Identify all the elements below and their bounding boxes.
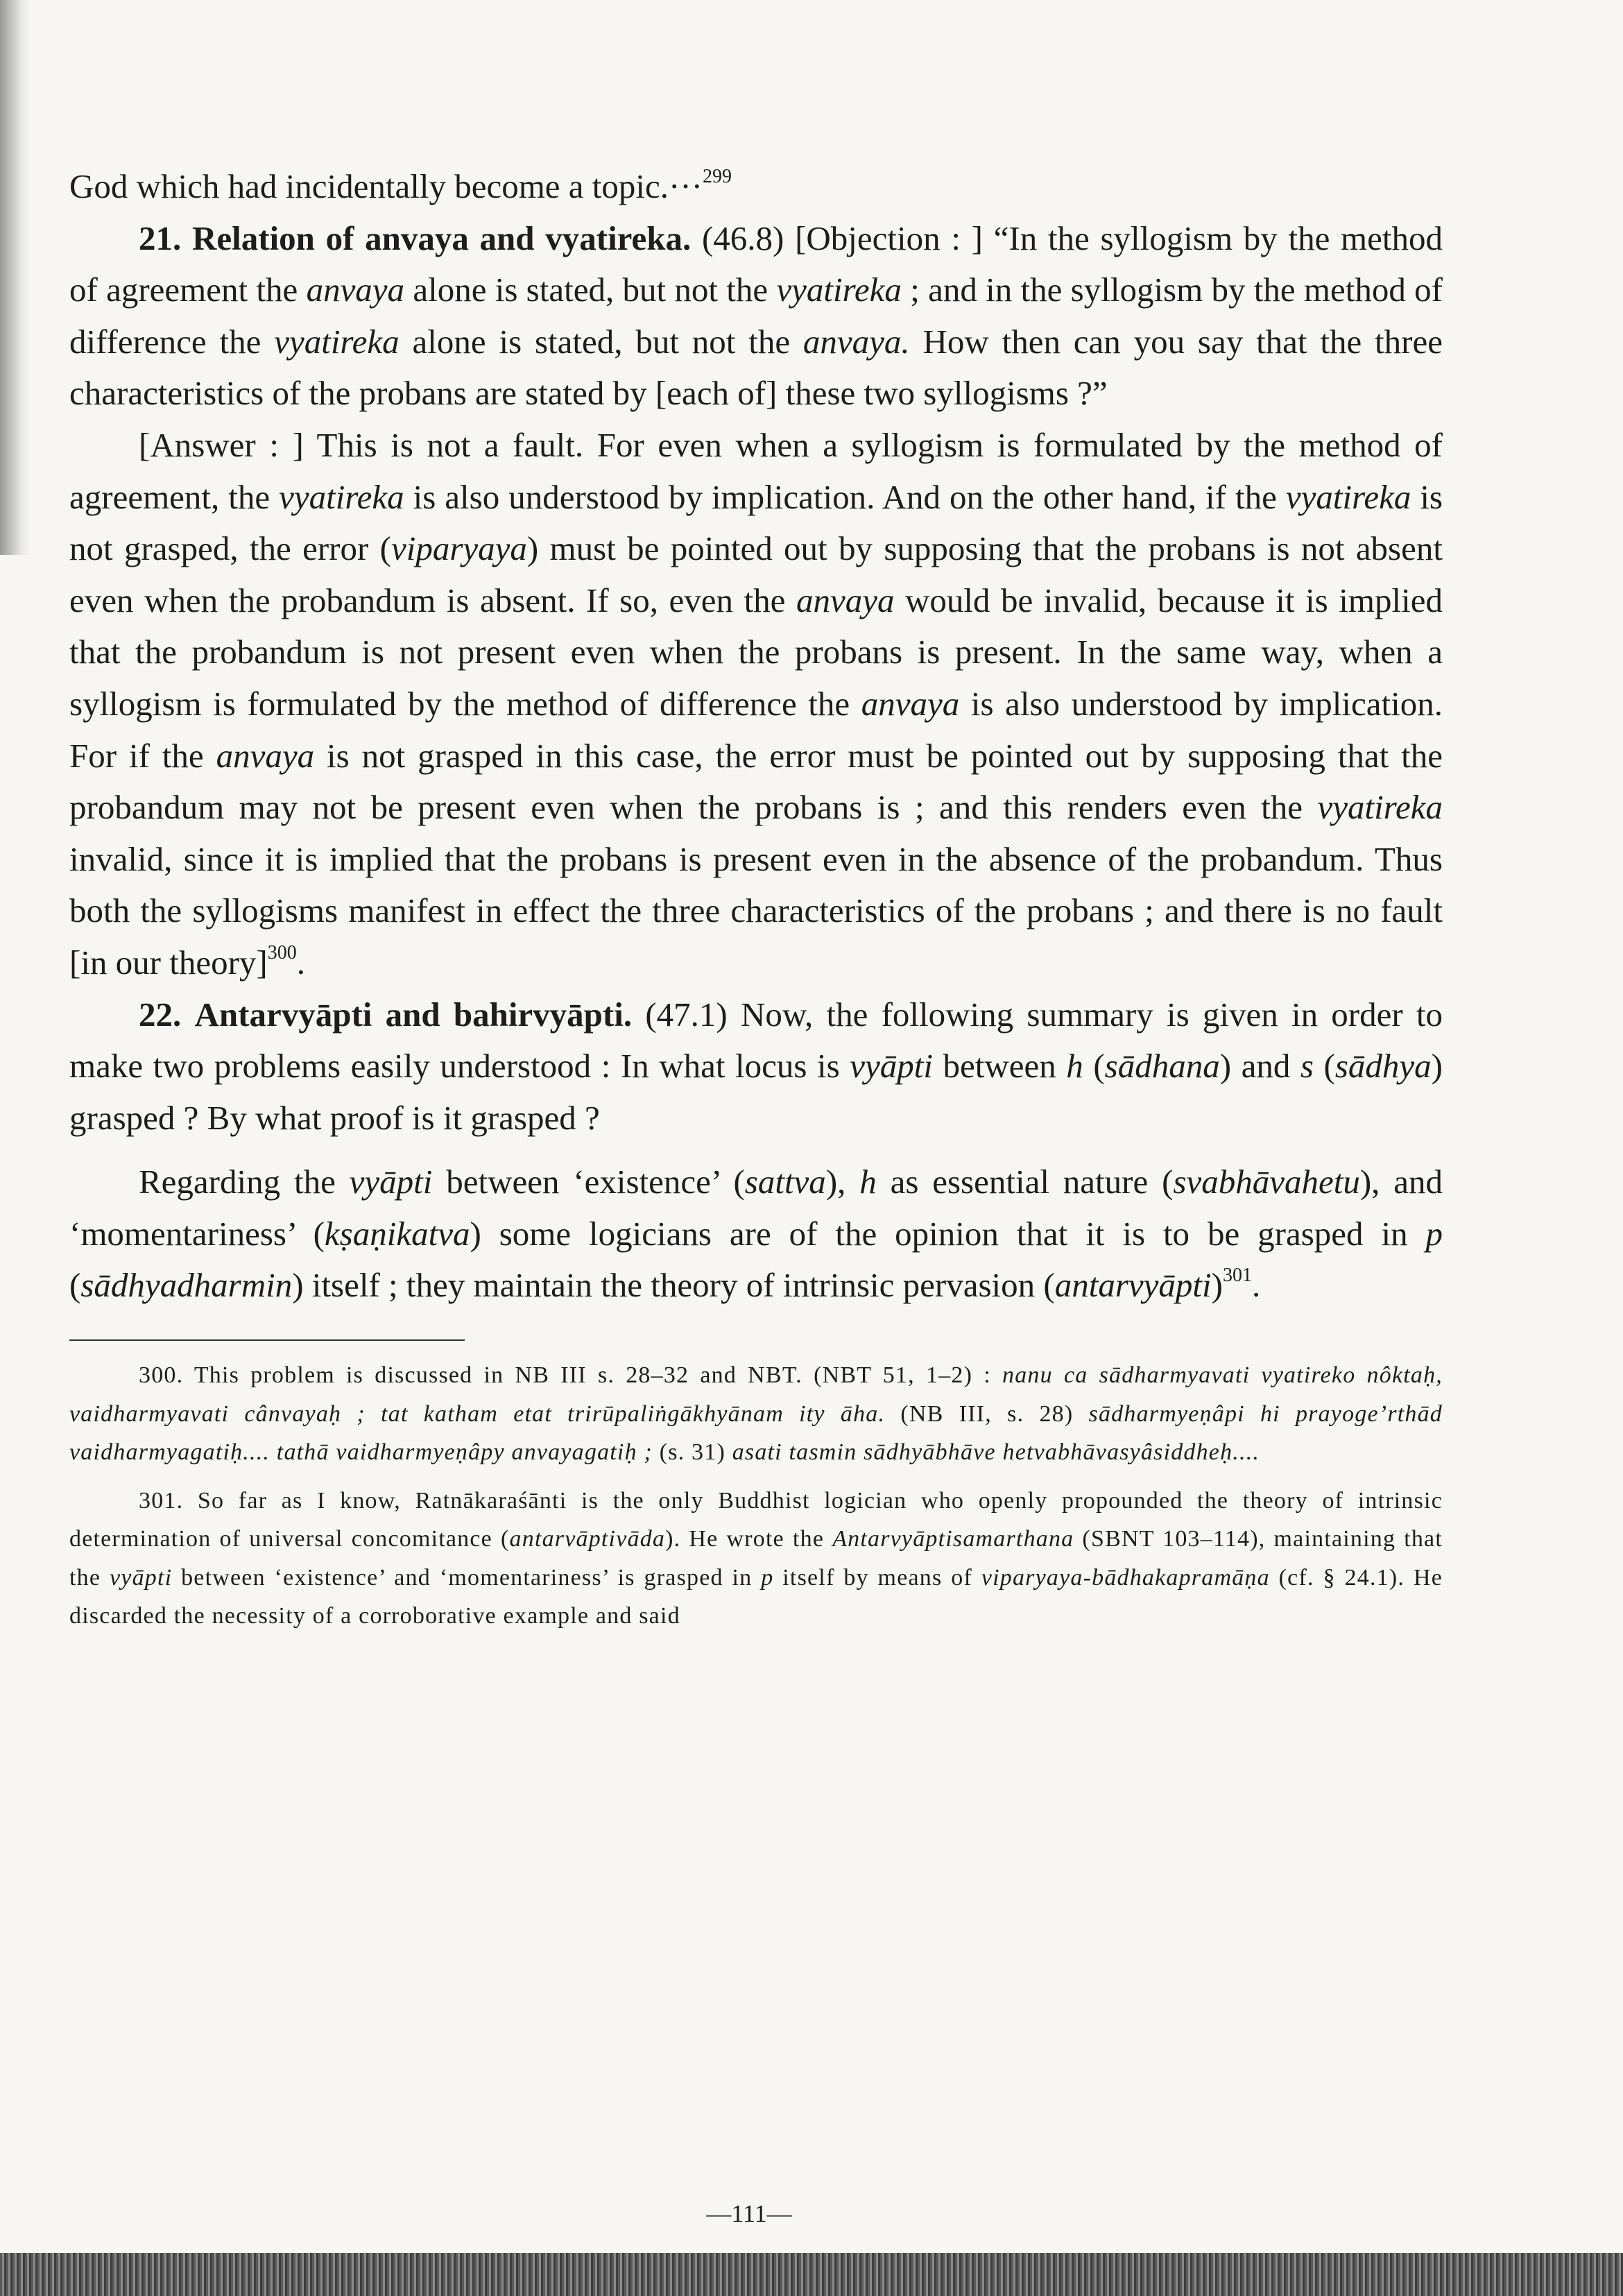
text-run: ) — [1211, 1266, 1223, 1305]
italic-term: nanu ca sādharmyavati vyatireko nôktaḥ, vaidharmyavati cânvayaḥ ; tat katham etat trirūpaliṅgākhyānam ity āha. — [69, 1362, 1443, 1427]
italic-term: anvaya — [306, 271, 405, 309]
text-run: ) grasped ? By what proof is it grasped ? — [69, 1047, 1443, 1137]
text-run: would be invalid, because it is implied that the probandum is not present even when the probans is present. In the same way, when a syllogism is formulated by the method of difference the — [69, 581, 1443, 723]
text-run — [181, 995, 194, 1034]
italic-term: asati tasmin sādhyābhāve hetvabhāvasyâsiddheḥ.... — [732, 1439, 1260, 1466]
answer-paragraph — [69, 420, 1443, 989]
italic-term: vyatireka — [279, 477, 404, 516]
text-run: 301. So far as I know, Ratnākaraśānti is the only Buddhist logician who openly propounded the theory of intrinsic determination of universal concomitance ( — [69, 1487, 1443, 1552]
italic-term: sādhyadharmin — [80, 1266, 293, 1305]
italic-term: vyatireka — [274, 322, 400, 361]
italic-term: vyatireka — [1317, 788, 1443, 827]
italic-term: anvaya — [861, 684, 960, 723]
text-run: ), — [825, 1163, 860, 1201]
text-run: is also understood by implication. For if the — [69, 684, 1443, 775]
section-21-relation-of-anvaya — [69, 213, 1443, 420]
italic-term: anvaya. — [802, 322, 910, 361]
italic-term: vyāpti — [109, 1564, 173, 1591]
text-run: How then can you say that the three characteristics of the probans are stated by [each of] these two syllogisms ?” — [69, 322, 1443, 413]
scan-edge-shadow — [0, 0, 31, 555]
italic-term: viparyaya — [390, 529, 527, 568]
footnote-ref: 299 — [702, 166, 732, 187]
text-run: between ‘existence’ ( — [432, 1163, 745, 1201]
italic-term: vyatireka — [776, 271, 902, 309]
footnote-300 — [69, 1356, 1443, 1472]
text-run: (SBNT 103–114), maintaining that the — [69, 1526, 1443, 1591]
text-run: itself by means of — [773, 1564, 981, 1591]
italic-term: sattva — [744, 1163, 826, 1201]
italic-term: vyatireka — [1285, 477, 1411, 516]
italic-term: Antarvyāptisamarthana — [832, 1526, 1074, 1552]
page-number: —111— — [706, 2200, 792, 2227]
text-run: God which had incidentally become a topic.··· — [69, 167, 703, 205]
italic-term: kṣaṇikatva — [324, 1214, 470, 1253]
text-run: ( — [1313, 1047, 1335, 1086]
text-run: ), and ‘momentariness’ ( — [69, 1163, 1443, 1253]
italic-term: vyāpti — [349, 1163, 433, 1201]
text-run: invalid, since it is implied that the probans is present even in the absence of the probandum. Thus both the syllogisms manifest in effect the three characteristics of the probans ; and there is no fault [in our theory] — [69, 839, 1443, 982]
text-run: 300. This problem is discussed in NB III s. 28–32 and NBT. (NBT 51, 1–2) : — [139, 1362, 1003, 1389]
italic-term: viparyaya-bādhakapramāṇa — [981, 1564, 1270, 1591]
italic-term: sādhana — [1104, 1047, 1220, 1086]
text-run: ) itself ; they maintain the theory of intrinsic pervasion ( — [292, 1266, 1055, 1305]
text-run: between ‘existence’ and ‘momentariness’ is grasped in — [172, 1564, 762, 1591]
text-run: (46.8) [Objection : ] “In the syllogism by the method of agreement the — [69, 219, 1443, 309]
section-heading: 22. — [139, 995, 182, 1034]
text-run: ( — [69, 1266, 81, 1305]
page-body — [69, 161, 1443, 1636]
text-run: as essential nature ( — [876, 1163, 1174, 1201]
section-heading: 21. — [139, 219, 182, 257]
italic-term: p — [761, 1564, 774, 1591]
text-run: ( — [1083, 1047, 1105, 1086]
text-run: ; and in the syllogism by the method of difference the — [69, 271, 1443, 361]
italic-term: s — [1300, 1047, 1314, 1086]
text-run: alone is stated, but not the — [399, 322, 803, 361]
text-run: (NB III, s. 28) — [885, 1400, 1089, 1427]
italic-term: anvaya — [796, 581, 895, 619]
section-22-antarvyapti — [69, 989, 1443, 1145]
footnote-ref: 301 — [1222, 1265, 1252, 1287]
italic-term: anvaya — [216, 736, 315, 775]
text-run: Regarding the — [139, 1163, 350, 1201]
section-heading: Antarvyāpti and bahirvyāpti. — [194, 995, 633, 1034]
footnote-ref: 300 — [267, 941, 297, 963]
italic-term: sādharmyeṇâpi hi prayoge’rthād vaidharmyagatiḥ.... tathā vaidharmyeṇâpy anvayagatiḥ ; — [69, 1400, 1443, 1466]
text-run: . — [1251, 1266, 1261, 1305]
text-run — [181, 219, 192, 257]
section-heading: Relation of anvaya and vyatireka. — [191, 219, 692, 257]
text-run: ) must be pointed out by supposing that the probans is not absent even when the probandum is absent. If so, even the — [69, 529, 1443, 619]
italic-term: antarvyāpti — [1054, 1266, 1212, 1305]
text-run: alone is stated, but not the — [404, 271, 777, 309]
text-run: is also understood by implication. And on the other hand, if the — [404, 477, 1286, 516]
paragraph-continuation — [69, 161, 1443, 213]
text-run: ). He wrote the — [665, 1526, 833, 1552]
text-run: is not grasped in this case, the error must be pointed out by supposing that the probandum may not be present even when the probans is ; and this renders even the — [69, 736, 1443, 827]
italic-term: p — [1425, 1214, 1443, 1253]
regarding-vyapti-paragraph — [69, 1156, 1443, 1312]
italic-term: antarvāptivāda — [509, 1526, 666, 1552]
italic-term: svabhāvahetu — [1173, 1163, 1360, 1201]
italic-term: h — [859, 1163, 877, 1201]
text-run: is not grasped, the error ( — [69, 477, 1443, 568]
footnote-divider — [69, 1339, 465, 1341]
text-run: [Answer : ] This is not a fault. For even when a syllogism is formulated by the method of agreement, the — [69, 425, 1443, 516]
footnote-301 — [69, 1482, 1443, 1636]
text-run: between — [932, 1047, 1067, 1086]
text-run: (cf. § 24.1). He discarded the necessity of a corroborative example and said — [69, 1564, 1443, 1629]
scan-bottom-edge — [0, 2253, 1623, 2296]
italic-term: vyāpti — [850, 1047, 933, 1086]
italic-term: sādhya — [1334, 1047, 1432, 1086]
text-run: (s. 31) — [653, 1439, 732, 1466]
text-run: (47.1) Now, the following summary is given in order to make two problems easily understood : In what locus is — [69, 995, 1443, 1086]
italic-term: h — [1066, 1047, 1083, 1086]
text-run: ) and — [1219, 1047, 1300, 1086]
text-run: . — [296, 943, 305, 982]
text-run: ) some logicians are of the opinion that it is to be grasped in — [470, 1214, 1426, 1253]
